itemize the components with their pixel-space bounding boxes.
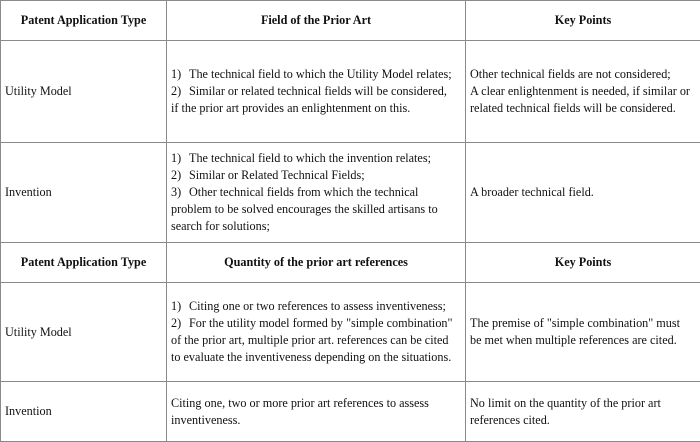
field-cell xyxy=(167,41,466,143)
header-quantity-of-references: Quantity of the prior art references xyxy=(167,243,466,283)
table-row xyxy=(1,41,700,143)
table1-header-row xyxy=(1,1,700,41)
table-row xyxy=(1,283,700,382)
quantity-cell xyxy=(167,382,466,442)
field-line: 1) The technical field to which the Utility Model relates; xyxy=(171,67,452,81)
quantity-line: 1) Citing one or two references to assess inventiveness; xyxy=(171,299,446,313)
key-points-cell xyxy=(466,283,700,382)
key-point-line: A clear enlightenment is needed, if similar or xyxy=(470,84,690,98)
key-point-line: be met when multiple references are cited. xyxy=(470,333,677,347)
application-type-cell: Utility Model xyxy=(1,41,167,143)
quantity-line: Citing one, two or more prior art references to assess xyxy=(171,395,429,410)
key-point-line: references cited. xyxy=(470,412,550,427)
quantity-line: to evaluate the inventiveness depending on the situations. xyxy=(171,350,452,364)
quantity-line: of the prior art, multiple prior art. references can be cited xyxy=(171,333,449,347)
key-point-line: A broader technical field. xyxy=(470,185,594,199)
quantity-line: 2) For the utility model formed by "simple combination" xyxy=(171,316,453,330)
field-line: 2) Similar or related technical fields will be considered, xyxy=(171,84,447,98)
application-type-cell: Invention xyxy=(1,382,167,442)
key-point-line: No limit on the quantity of the prior art xyxy=(470,395,661,410)
field-cell xyxy=(167,143,466,243)
field-line: problem to be solved encourages the skilled artisans to xyxy=(171,202,438,216)
field-line: if the prior art provides an enlightenment on this. xyxy=(171,101,411,115)
quantity-cell xyxy=(167,283,466,382)
field-line: 2) Similar or Related Technical Fields; xyxy=(171,168,365,182)
application-type-cell: Invention xyxy=(1,143,167,243)
key-points-cell xyxy=(466,41,700,143)
header-application-type: Patent Application Type xyxy=(1,1,167,41)
key-points-cell xyxy=(466,143,700,243)
header-key-points: Key Points xyxy=(466,1,700,41)
key-point-line: The premise of "simple combination" must xyxy=(470,316,680,330)
application-type-cell: Utility Model xyxy=(1,283,167,382)
field-line: 1) The technical field to which the invention relates; xyxy=(171,151,431,165)
header-key-points: Key Points xyxy=(466,243,700,283)
key-point-line: related technical fields will be considered. xyxy=(470,101,676,115)
quantity-line: inventiveness. xyxy=(171,412,241,427)
key-point-line: Other technical fields are not considered; xyxy=(470,67,671,81)
header-application-type: Patent Application Type xyxy=(1,243,167,283)
table-row xyxy=(1,143,700,243)
key-points-cell xyxy=(466,382,700,442)
field-line: 3) Other technical fields from which the technical xyxy=(171,185,419,199)
header-field-of-prior-art: Field of the Prior Art xyxy=(167,1,466,41)
field-line: search for solutions; xyxy=(171,219,270,233)
table2-header-row xyxy=(1,243,700,283)
table-row xyxy=(1,382,700,442)
